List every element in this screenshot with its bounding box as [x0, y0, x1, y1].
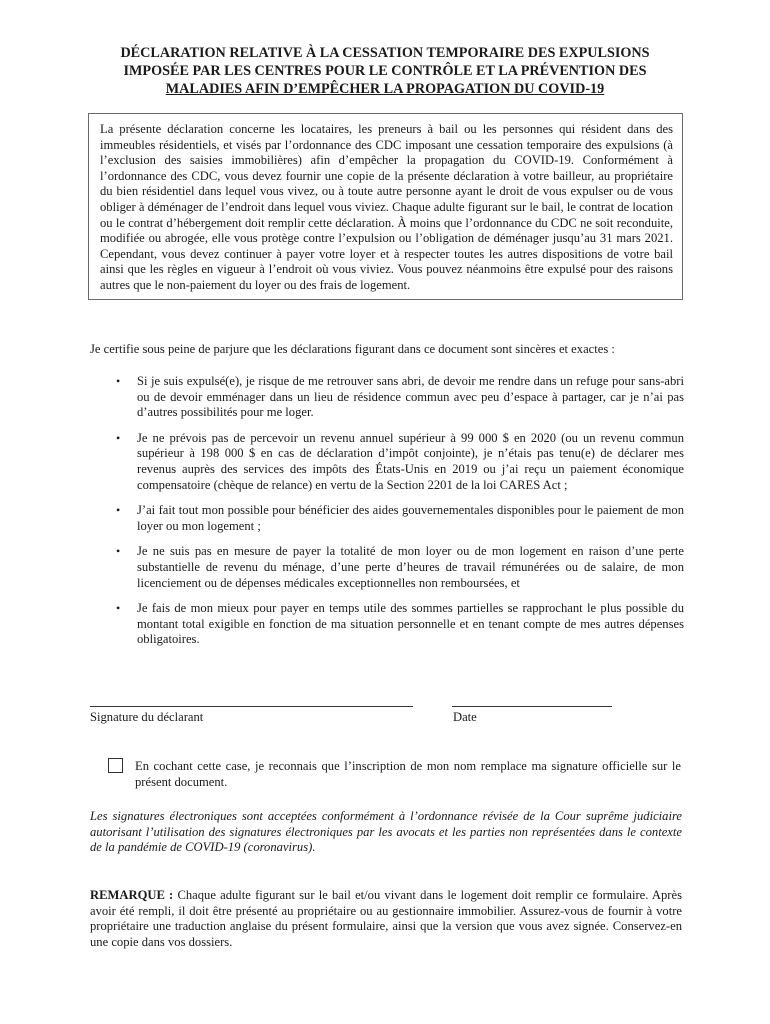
bullet-icon: •	[116, 544, 121, 559]
title-line-1: DÉCLARATION RELATIVE À LA CESSATION TEMPORAIRE DES EXPULSIONS	[120, 45, 650, 61]
certification-intro: Je certifie sous peine de parjure que les déclarations figurant dans ce document sont sincères et exactes :	[90, 342, 615, 356]
certification-item-text: Je fais de mon mieux pour payer en temps utile des sommes partielles se rapprochant le plus possible du montant total exigible en fonction de ma situation personnelle et en tenant compte de mes autres dépenses obligatoires.	[137, 601, 684, 647]
certification-item-text: Si je suis expulsé(e), je risque de me retrouver sans abri, de devoir me rendre dans un refuge pour sans-abri ou de devoir emménager dans un lieu de résidence commun avec peu d’espace à partager, car je n’ai pas d’autres possibilités pour me loger.	[137, 374, 684, 420]
intro-text: La présente déclaration concerne les locataires, les preneurs à bail ou les personnes qui résident dans des immeubles résidentiels, et visés par l’ordonnance des CDC imposant une cessation temporaire des expulsions (à l’exclusion des saisies immobilières) afin d’empêcher la propagation du COVID-19. Conformément à l’ordonnance des CDC, vous devez fournir une copie de la présente déclaration à votre bailleur, au propriétaire du bien résidentiel dans lequel vous vivez, ou à toute autre personne ayant le droit de vous expulser ou de vous obliger à déménager de l’endroit dans lequel vous viviez. Chaque adulte figurant sur le bail, le contrat de location ou le contrat d’hébergement doit remplir cette déclaration. À moins que l’ordonnance du CDC ne soit reconduite, modifiée ou abrogée, elle vous protège contre l’expulsion ou l’obligation de déménager jusqu’au 31 mars 2021. Cependant, vous devez continuer à payer votre loyer et à respecter toutes les autres dispositions de votre bail ainsi que les règles en vigueur à l’endroit où vous viviez. Vous pouvez néanmoins être expulsé pour des raisons autres que le non-paiement du loyer ou des frais de logement.	[100, 122, 673, 292]
document-title	[60, 44, 710, 98]
remark-text: Chaque adulte figurant sur le bail et/ou vivant dans le logement doit remplir ce formulaire. Après avoir été rempli, il doit être présenté au propriétaire ou au gestionnaire immobilier. Assurez-vous de fournir à votre propriétaire une traduction anglaise du présent formulaire, ainsi que la version que vous avez signée. Conservez-en une copie dans vos dossiers.	[90, 888, 682, 949]
certification-item	[90, 431, 684, 493]
certification-item	[90, 544, 684, 591]
certification-list	[90, 374, 684, 648]
electronic-signature-note: Les signatures électroniques sont acceptées conformément à l’ordonnance révisée de la Cour suprême judiciaire autorisant l’utilisation des signatures électroniques par les avocats et les parties non représentées dans le contexte de la pandémie de COVID-19 (coronavirus).	[90, 809, 682, 855]
signature-line[interactable]	[90, 706, 413, 707]
title-line-2: IMPOSÉE PAR LES CENTRES POUR LE CONTRÔLE ET LA PRÉVENTION DES	[123, 63, 647, 79]
certification-item-text: Je ne suis pas en mesure de payer la totalité de mon loyer ou de mon logement en raison d’une perte substantielle de revenu du ménage, d’une perte d’heures de travail rémunérées ou de salaire, de mon licenciement ou de dépenses médicales exceptionnelles non remboursées, et	[137, 544, 684, 590]
intro-box	[88, 113, 683, 300]
bullet-icon: •	[116, 374, 121, 388]
date-line[interactable]	[452, 706, 612, 707]
bullet-icon: •	[116, 503, 121, 518]
checkbox-label: En cochant cette case, je reconnais que l’inscription de mon nom remplace ma signature officielle sur le présent document.	[135, 759, 681, 789]
title-line-3: MALADIES AFIN D’EMPÊCHER LA PROPAGATION DU COVID-19	[165, 81, 605, 97]
remark-paragraph	[90, 888, 682, 950]
bullet-icon: •	[116, 430, 121, 445]
certification-item	[90, 601, 684, 648]
certification-item-text: Je ne prévois pas de percevoir un revenu annuel supérieur à 99 000 $ en 2020 (ou un revenu commun supérieur à 198 000 $ en cas de déclaration d’impôt conjointe), je n’étais pas tenu(e) de déclarer mes revenus auprès des services des impôts des États-Unis en 2019 ou j’ai reçu un paiement économique compensatoire (chèque de relance) en vertu de la Section 2201 de la loi CARES Act ;	[137, 430, 684, 492]
remark-label: REMARQUE :	[90, 888, 174, 902]
acknowledgement-checkbox[interactable]	[108, 758, 123, 773]
certification-item	[90, 374, 684, 421]
bullet-icon: •	[116, 601, 121, 616]
certification-item-text: J’ai fait tout mon possible pour bénéficier des aides gouvernementales disponibles pour le paiement de mon loyer ou mon logement ;	[137, 503, 684, 533]
date-label: Date	[453, 710, 477, 724]
signature-label: Signature du déclarant	[90, 710, 204, 724]
certification-item	[90, 503, 684, 534]
